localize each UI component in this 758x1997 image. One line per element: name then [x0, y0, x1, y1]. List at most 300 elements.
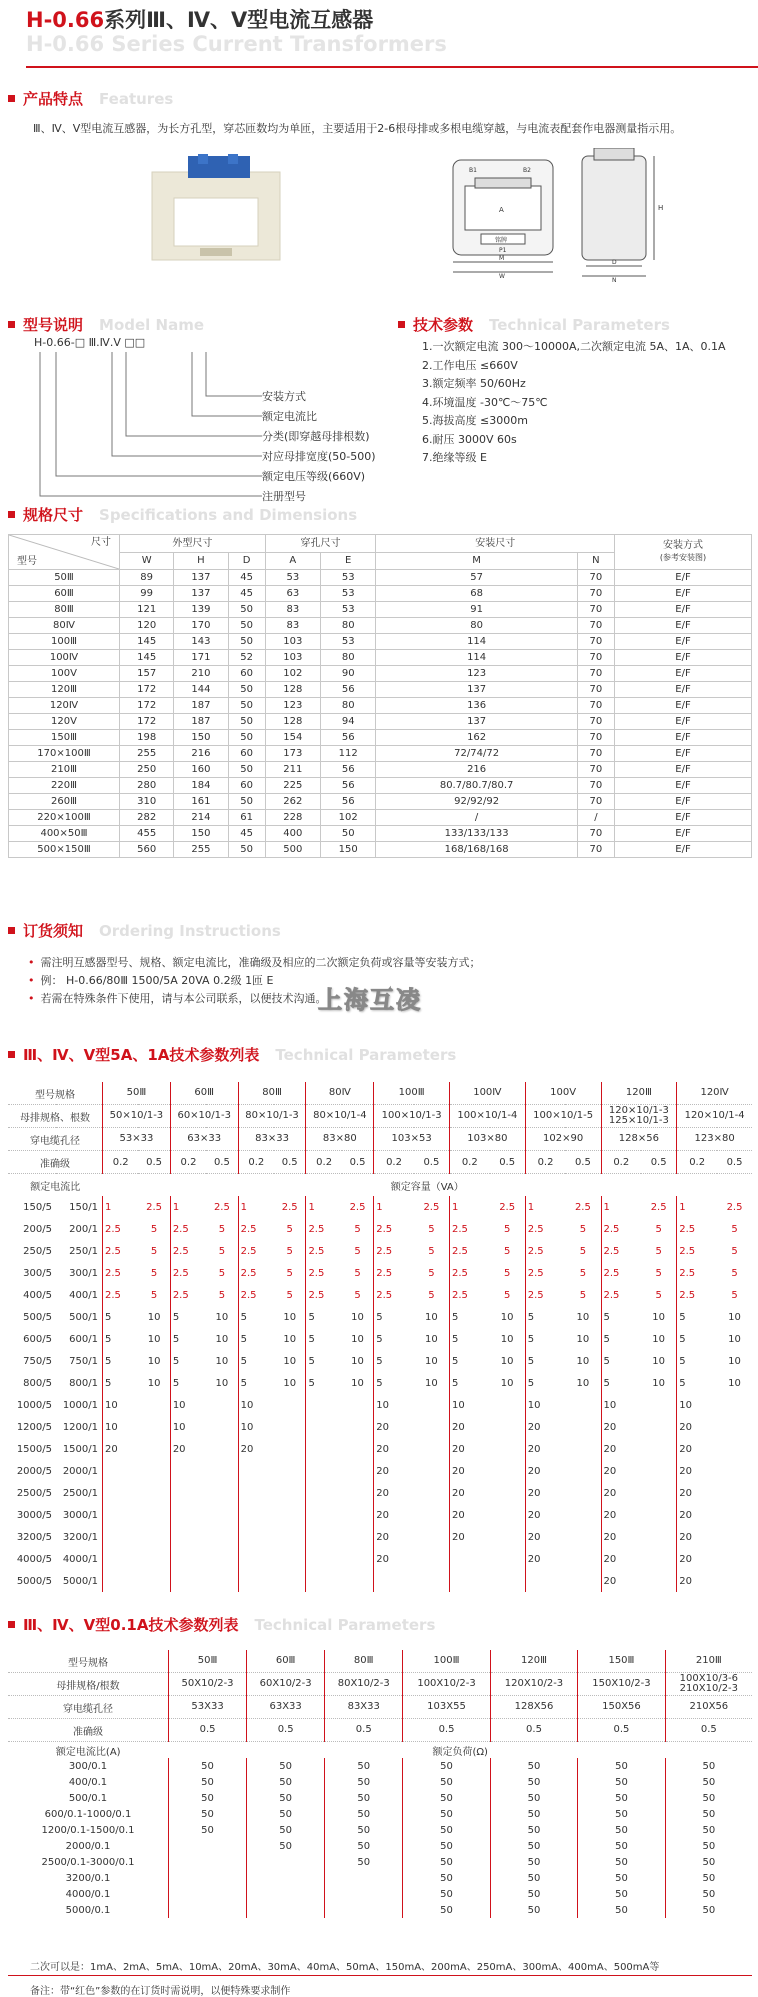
- table-cell: 128: [265, 714, 320, 730]
- table-cell: E/F: [615, 586, 752, 602]
- table-cell: 10: [425, 1377, 438, 1389]
- table-cell: 282: [120, 810, 174, 826]
- table-cell: 2.5: [677, 1240, 717, 1262]
- table-cell: 150: [174, 730, 228, 746]
- table-cell: 50: [665, 1790, 752, 1806]
- table-cell: E/F: [615, 570, 752, 586]
- table-cell: [138, 1548, 170, 1570]
- table-cell: 50: [247, 1838, 325, 1854]
- front-view-drawing: [445, 150, 567, 280]
- table-cell: 20: [238, 1438, 274, 1460]
- table-cell: 5: [601, 1372, 641, 1394]
- table-cell: 70: [577, 570, 614, 586]
- table-cell: 94: [321, 714, 376, 730]
- ratio-5a: 2000/5: [16, 1465, 52, 1477]
- ratio-5a: 150/5: [23, 1201, 52, 1213]
- table-cell: 10: [283, 1311, 297, 1323]
- table-cell: 137: [174, 586, 228, 602]
- features-text: Ⅲ、Ⅳ、Ⅴ型电流互感器，为长方孔型，穿芯匝数均为单匝，主要适用于2-6根母排或多根电缆穿越，与电流表配套作电器测量指示用。: [33, 122, 682, 135]
- table-cell: [641, 1394, 677, 1416]
- table-cell: [170, 1460, 206, 1482]
- table-cell: E/F: [615, 826, 752, 842]
- table-cell: 50: [403, 1854, 490, 1870]
- table-cell: 50: [578, 1854, 665, 1870]
- ratio-5a: 5000/5: [16, 1575, 52, 1587]
- table-cell: [717, 1504, 752, 1526]
- table-cell: 10: [238, 1394, 274, 1416]
- table-cell: 2.5: [374, 1262, 414, 1284]
- table-cell: 70: [577, 794, 614, 810]
- table-cell: 20: [450, 1460, 490, 1482]
- table-cell: [641, 1438, 677, 1460]
- table-cell: 5: [150, 1245, 158, 1257]
- table-cell: 171: [174, 650, 228, 666]
- section-features-heading: 产品特点 Features: [8, 88, 173, 109]
- table-cell: 10: [500, 1311, 514, 1323]
- spec-col-a: A: [265, 552, 320, 570]
- table-cell: 20: [525, 1504, 565, 1526]
- t5-table: [8, 1082, 752, 1592]
- table-cell: 63: [265, 586, 320, 602]
- table-cell: 2.5: [374, 1218, 414, 1240]
- table-cell: 100Ⅳ: [9, 650, 120, 666]
- table-cell: 5: [601, 1328, 641, 1350]
- table-cell: 50: [490, 1790, 577, 1806]
- table-cell: 103: [265, 634, 320, 650]
- ratio-cell: 300/0.1: [68, 1760, 108, 1772]
- table-cell: 102×90: [525, 1128, 601, 1151]
- product-photo: [148, 154, 288, 266]
- table-cell: E/F: [615, 730, 752, 746]
- table-cell: 5: [306, 1306, 342, 1328]
- table-cell: [490, 1482, 526, 1504]
- table-cell: 50: [490, 1838, 577, 1854]
- table-cell: 90: [321, 666, 376, 682]
- table-cell: [169, 1870, 247, 1886]
- table-cell: 50Ⅲ: [9, 570, 120, 586]
- table-cell: 56: [321, 682, 376, 698]
- table-cell: [103, 1504, 139, 1526]
- table-cell: 5: [374, 1306, 414, 1328]
- table-cell: 50: [228, 714, 265, 730]
- table-cell: 50: [403, 1886, 490, 1902]
- table-cell: 20: [170, 1438, 206, 1460]
- table-cell: [342, 1416, 374, 1438]
- load-label: 额定负荷(Ω): [432, 1746, 488, 1758]
- table-cell: [170, 1482, 206, 1504]
- table-cell: 53: [321, 602, 376, 618]
- table-cell: 5: [238, 1372, 274, 1394]
- table-cell: [641, 1482, 677, 1504]
- table-row: [8, 1416, 752, 1438]
- table-cell: 2.5: [574, 1201, 591, 1213]
- table-cell: 53: [321, 586, 376, 602]
- table-cell: 20: [374, 1460, 414, 1482]
- table-cell: 5: [218, 1223, 226, 1235]
- table-cell: 133/133/133: [376, 826, 577, 842]
- table-cell: 0.5: [717, 1151, 752, 1174]
- table-cell: 63X33: [247, 1696, 325, 1719]
- table-row: [8, 1790, 752, 1806]
- table-cell: [325, 1902, 403, 1918]
- table-cell: [274, 1482, 306, 1504]
- table-cell: 1: [601, 1196, 641, 1218]
- table-cell: 10: [238, 1416, 274, 1438]
- table-cell: 10: [374, 1394, 414, 1416]
- ratio-5a: 2500/5: [16, 1487, 52, 1499]
- table-cell: 112: [321, 746, 376, 762]
- ratio-5a: 250/5: [23, 1245, 52, 1257]
- table-cell: 10: [652, 1377, 665, 1389]
- table-cell: 20: [601, 1460, 641, 1482]
- ratio-1a: 4000/1: [62, 1553, 98, 1565]
- table-cell: 310: [120, 794, 174, 810]
- table-cell: E/F: [615, 714, 752, 730]
- table-cell: 5: [677, 1328, 717, 1350]
- table-cell: 70: [577, 666, 614, 682]
- row-label: 型号规格: [8, 1082, 103, 1105]
- table-cell: 2.5: [238, 1284, 274, 1306]
- table-cell: 2.5: [170, 1262, 206, 1284]
- table-cell: 50: [578, 1774, 665, 1790]
- table-cell: 2.5: [103, 1262, 139, 1284]
- table-cell: 123: [376, 666, 577, 682]
- table-cell: 10: [351, 1311, 364, 1323]
- spec-col-d: D: [228, 552, 265, 570]
- capacity-label: 额定容量（VA）: [390, 1181, 464, 1193]
- table-cell: [238, 1460, 274, 1482]
- table-cell: 100×10/1-5: [525, 1105, 601, 1128]
- table-cell: 100Ⅲ: [403, 1650, 490, 1673]
- table-cell: 20: [103, 1438, 139, 1460]
- table-row: [9, 762, 752, 778]
- table-cell: 5: [428, 1245, 435, 1257]
- table-cell: 100Ⅴ: [9, 666, 120, 682]
- table-cell: 114: [376, 634, 577, 650]
- table-cell: 20: [525, 1438, 565, 1460]
- table-cell: 228: [265, 810, 320, 826]
- table-cell: 10: [677, 1394, 717, 1416]
- table-cell: 20: [601, 1504, 641, 1526]
- table-cell: 50: [228, 762, 265, 778]
- table-cell: 2.5: [450, 1262, 490, 1284]
- spec-col-e: E: [321, 552, 376, 570]
- table-cell: 70: [577, 762, 614, 778]
- table-cell: 20: [374, 1526, 414, 1548]
- table-cell: [274, 1526, 306, 1548]
- table-row: [9, 570, 752, 586]
- spec-col-n: N: [577, 552, 614, 570]
- ratio-1a: 300/1: [69, 1267, 98, 1279]
- table-cell: 5: [450, 1350, 490, 1372]
- table-cell: 20: [525, 1460, 565, 1482]
- table-cell: 50Ⅲ: [103, 1082, 171, 1105]
- title-divider: [26, 66, 758, 68]
- table-cell: 60Ⅲ: [9, 586, 120, 602]
- table-cell: 120: [120, 618, 174, 634]
- table-row: [8, 1886, 752, 1902]
- table-cell: 20: [525, 1482, 565, 1504]
- table-cell: 5: [218, 1267, 226, 1279]
- section-spec-heading: 规格尺寸 Specifications and Dimensions: [8, 504, 357, 525]
- table-cell: 5: [677, 1350, 717, 1372]
- table-row: [9, 810, 752, 826]
- table-cell: [306, 1570, 342, 1592]
- table-cell: 45: [228, 570, 265, 586]
- table-cell: [641, 1570, 677, 1592]
- table-cell: 100Ⅲ: [9, 634, 120, 650]
- table-cell: 0.5: [274, 1151, 306, 1174]
- table-cell: 1: [103, 1196, 139, 1218]
- table-cell: 83: [265, 602, 320, 618]
- ratio-1a: 1200/1: [62, 1421, 98, 1433]
- table-cell: [306, 1548, 342, 1570]
- table-cell: 20: [601, 1526, 641, 1548]
- table-cell: 172: [120, 698, 174, 714]
- label-m: M: [499, 255, 505, 262]
- table-cell: 50: [228, 842, 265, 858]
- table-cell: 5: [286, 1223, 293, 1235]
- table-cell: 80Ⅲ: [238, 1082, 306, 1105]
- table-cell: 20: [677, 1438, 717, 1460]
- table-cell: 50: [325, 1838, 403, 1854]
- table-cell: [490, 1548, 526, 1570]
- table-cell: [565, 1526, 601, 1548]
- table-cell: [414, 1570, 450, 1592]
- table-cell: 5: [103, 1328, 139, 1350]
- table-cell: [138, 1570, 170, 1592]
- table-cell: [274, 1460, 306, 1482]
- table-cell: /: [577, 810, 614, 826]
- side-view-drawing: [572, 148, 672, 282]
- ratio-5a: 600/5: [23, 1333, 52, 1345]
- ratio-label: 额定电流比(A): [55, 1746, 121, 1758]
- table-cell: 50: [169, 1790, 247, 1806]
- ratio-5a: 200/5: [23, 1223, 52, 1235]
- table-cell: [138, 1460, 170, 1482]
- table-cell: 120×10/1-3 125×10/1-3: [601, 1105, 677, 1128]
- table-row: [8, 1460, 752, 1482]
- table-cell: 2.5: [525, 1240, 565, 1262]
- table-cell: 0.5: [490, 1151, 526, 1174]
- table-cell: 50: [403, 1758, 490, 1774]
- table-cell: 2.5: [238, 1262, 274, 1284]
- t01-table: [8, 1650, 752, 1918]
- table-cell: [138, 1394, 170, 1416]
- table-cell: 70: [577, 650, 614, 666]
- table-cell: 5: [731, 1245, 738, 1257]
- table-cell: [342, 1438, 374, 1460]
- table-cell: [247, 1886, 325, 1902]
- ratio-1a: 200/1: [69, 1223, 98, 1235]
- table-cell: E/F: [615, 810, 752, 826]
- ratio-1a: 500/1: [69, 1311, 98, 1323]
- table-cell: [450, 1570, 490, 1592]
- table-cell: 50: [247, 1822, 325, 1838]
- table-cell: 80: [321, 650, 376, 666]
- table-cell: 2.5: [601, 1218, 641, 1240]
- table-cell: 150Ⅲ: [578, 1650, 665, 1673]
- table-cell: 2.5: [450, 1284, 490, 1306]
- table-row: [9, 698, 752, 714]
- table-cell: 50: [169, 1806, 247, 1822]
- row-label: 母排规格、根数: [8, 1105, 103, 1128]
- table-cell: 70: [577, 842, 614, 858]
- table-cell: 2.5: [170, 1240, 206, 1262]
- order-bullet-1: • 需注明互感器型号、规格、额定电流比，准确级及相应的二次额定负荷或容量等安装方式；: [28, 956, 481, 969]
- table-cell: E/F: [615, 778, 752, 794]
- table-cell: [717, 1416, 752, 1438]
- table-cell: 20: [601, 1482, 641, 1504]
- table-cell: 56: [321, 762, 376, 778]
- table-row: [9, 826, 752, 842]
- table-cell: 20: [601, 1438, 641, 1460]
- table-cell: 154: [265, 730, 320, 746]
- table-cell: 0.5: [247, 1719, 325, 1742]
- ratio-1a: 250/1: [69, 1245, 98, 1257]
- table-cell: 2.5: [499, 1201, 516, 1213]
- table-cell: [169, 1854, 247, 1870]
- table-cell: 70: [577, 618, 614, 634]
- table-cell: 2.5: [306, 1218, 342, 1240]
- table-cell: 2.5: [306, 1284, 342, 1306]
- table-cell: 2.5: [601, 1284, 641, 1306]
- table-cell: [169, 1838, 247, 1854]
- table-cell: 184: [174, 778, 228, 794]
- table-cell: 60: [228, 778, 265, 794]
- table-cell: 2.5: [677, 1218, 717, 1240]
- table-cell: 262: [265, 794, 320, 810]
- table-cell: E/F: [615, 618, 752, 634]
- table-cell: [717, 1438, 752, 1460]
- ratio-1a: 400/1: [69, 1289, 98, 1301]
- table-cell: 50: [665, 1774, 752, 1790]
- table-cell: 150: [321, 842, 376, 858]
- table-row: [8, 1174, 752, 1197]
- table-cell: 2.5: [306, 1240, 342, 1262]
- table-cell: 10: [351, 1355, 364, 1367]
- table-cell: 0.5: [403, 1719, 490, 1742]
- table-cell: [565, 1482, 601, 1504]
- table-cell: 10: [351, 1377, 364, 1389]
- table-cell: 60: [228, 666, 265, 682]
- table-cell: [325, 1870, 403, 1886]
- table-cell: 5: [731, 1223, 738, 1235]
- table-cell: 1: [238, 1196, 274, 1218]
- table-cell: 2.5: [146, 1201, 163, 1213]
- table-cell: 120Ⅳ: [9, 698, 120, 714]
- table-cell: 5: [170, 1328, 206, 1350]
- table-cell: [274, 1394, 306, 1416]
- table-cell: 0.2: [103, 1151, 139, 1174]
- table-cell: [717, 1548, 752, 1570]
- table-cell: [414, 1548, 450, 1570]
- table-cell: 45: [228, 826, 265, 842]
- table-cell: 5: [601, 1306, 641, 1328]
- table-cell: [206, 1504, 238, 1526]
- table-cell: 5: [450, 1328, 490, 1350]
- table-cell: 0.5: [342, 1151, 374, 1174]
- table-cell: 500×150Ⅲ: [9, 842, 120, 858]
- table-cell: 2.5: [238, 1218, 274, 1240]
- tech-items: 1.一次额定电流 300～10000A,二次额定电流 5A、1A、0.1A 2.工作电压 ≤660V 3.额定频率 50/60Hz 4.环境温度 -30℃～75℃ 5.海拔高度 ≤3000m 6.耐压 3000V 60s 7.绝缘等级 E: [422, 340, 726, 464]
- table-cell: 2.5: [306, 1262, 342, 1284]
- table-cell: 50×10/1-3: [103, 1105, 171, 1128]
- table-cell: 45: [228, 586, 265, 602]
- table-cell: 2.5: [374, 1240, 414, 1262]
- table-cell: /: [376, 810, 577, 826]
- table-cell: 120Ⅳ: [677, 1082, 752, 1105]
- table-cell: 103X55: [403, 1696, 490, 1719]
- table-cell: [342, 1548, 374, 1570]
- table-cell: [717, 1570, 752, 1592]
- table-cell: [717, 1394, 752, 1416]
- table-cell: [169, 1886, 247, 1902]
- table-cell: 2.5: [213, 1201, 230, 1213]
- table-cell: [490, 1526, 526, 1548]
- ratio-5a: 1000/5: [16, 1399, 52, 1411]
- table-cell: [103, 1570, 139, 1592]
- table-cell: 50: [665, 1838, 752, 1854]
- table-cell: 50: [490, 1902, 577, 1918]
- table-cell: 5: [655, 1245, 662, 1257]
- table-cell: 120Ⅴ: [9, 714, 120, 730]
- table-cell: 10: [215, 1333, 229, 1345]
- table-cell: 50: [578, 1886, 665, 1902]
- table-row: [8, 1673, 752, 1696]
- table-row: [8, 1196, 752, 1218]
- ratio-cell: 4000/0.1: [65, 1888, 111, 1900]
- table-cell: 5: [655, 1223, 662, 1235]
- square-bullet-icon: [8, 1621, 15, 1628]
- table-row: [8, 1482, 752, 1504]
- table-cell: 10: [450, 1394, 490, 1416]
- table-cell: 198: [120, 730, 174, 746]
- square-bullet-icon: [8, 321, 15, 328]
- table-cell: [170, 1504, 206, 1526]
- table-cell: 10: [283, 1355, 297, 1367]
- table-cell: 5: [306, 1372, 342, 1394]
- table-cell: 50: [578, 1790, 665, 1806]
- row-label: 型号规格: [8, 1650, 169, 1673]
- table-cell: [490, 1504, 526, 1526]
- table-cell: [641, 1460, 677, 1482]
- table-cell: 2.5: [281, 1201, 298, 1213]
- table-row: [8, 1870, 752, 1886]
- table-cell: 150: [174, 826, 228, 842]
- table-cell: 5: [170, 1372, 206, 1394]
- table-row: [8, 1372, 752, 1394]
- table-cell: [565, 1438, 601, 1460]
- table-cell: 2.5: [103, 1218, 139, 1240]
- table-row: [8, 1838, 752, 1854]
- table-row: [9, 602, 752, 618]
- table-cell: 5: [525, 1372, 565, 1394]
- table-cell: 5: [170, 1306, 206, 1328]
- table-cell: [138, 1504, 170, 1526]
- table-cell: 145: [120, 634, 174, 650]
- spec-col-w: W: [120, 552, 174, 570]
- table-cell: 70: [577, 586, 614, 602]
- ratio-5a: 1200/5: [16, 1421, 52, 1433]
- table-cell: [306, 1438, 342, 1460]
- table-row: [8, 1570, 752, 1592]
- table-cell: 455: [120, 826, 174, 842]
- table-cell: [170, 1570, 206, 1592]
- table-cell: 5: [579, 1289, 587, 1301]
- ratio-1a: 2500/1: [62, 1487, 98, 1499]
- table-cell: 162: [376, 730, 577, 746]
